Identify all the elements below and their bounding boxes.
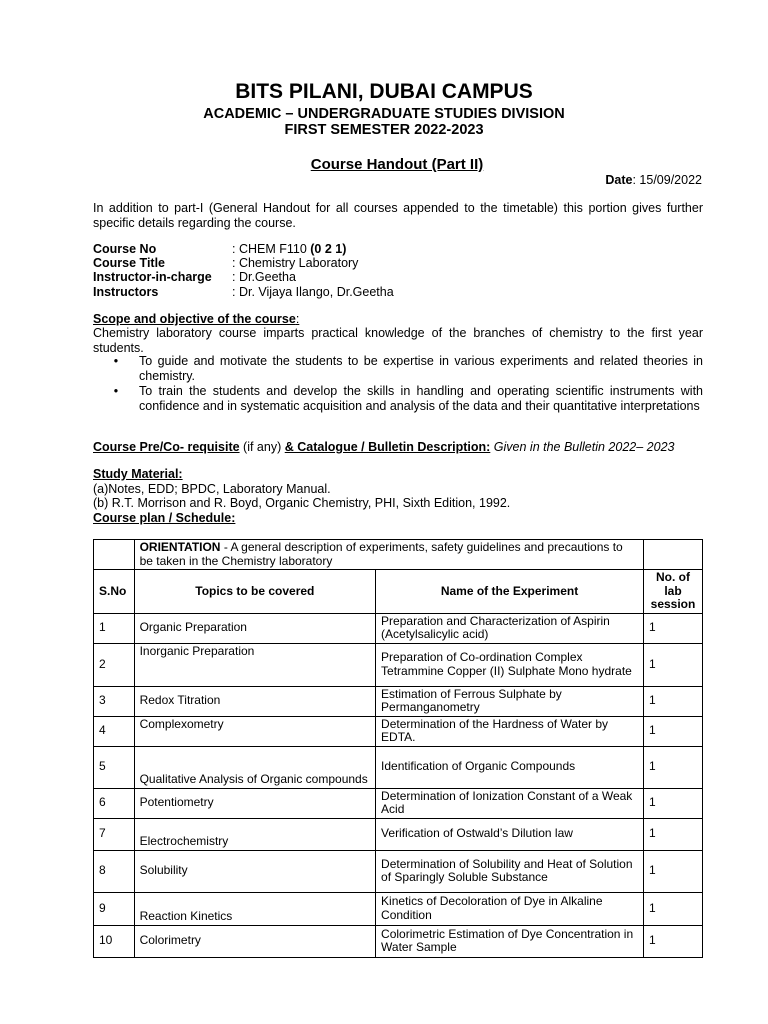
cell-sessions: 1: [643, 716, 702, 746]
cell-experiment: Preparation and Characterization of Aspirin (Acetylsalicylic acid): [376, 613, 644, 643]
table-row: [94, 643, 703, 686]
intro-paragraph: In addition to part-I (General Handout for all courses appended to the timetable) this portion gives further specific details regarding the course.: [93, 201, 703, 230]
course-title-value: : Chemistry Laboratory: [232, 256, 359, 271]
table-row: [94, 746, 703, 788]
table-row: [94, 686, 703, 716]
scope-bullets: [93, 354, 703, 414]
division-title: ACADEMIC – UNDERGRADUATE STUDIES DIVISION: [203, 106, 565, 122]
cell-sno: 5: [94, 746, 135, 788]
column-header-topic: Topics to be covered: [134, 570, 375, 614]
campus-title: BITS PILANI, DUBAI CAMPUS: [235, 80, 533, 103]
cell-sno: 1: [94, 613, 135, 643]
course-no-value: : CHEM F110 (0 2 1): [232, 242, 347, 256]
course-plan-heading: Course plan / Schedule:: [93, 511, 236, 525]
date-line: [605, 173, 702, 187]
bullet-icon: •: [113, 354, 119, 368]
table-cell: [94, 540, 135, 570]
course-info-row: [93, 256, 394, 270]
catalogue-label: & Catalogue / Bulletin Description:: [284, 440, 491, 454]
course-info-row: [93, 270, 394, 284]
bullet-text: To train the students and develop the skills in handling and operating scientific instruments with confidence and in systematic acquisition and analysis of the data and their quantitative interpretations: [139, 384, 703, 413]
cell-sessions: 1: [643, 925, 702, 957]
cell-topic: Colorimetry: [134, 925, 375, 957]
cell-experiment: Determination of Solubility and Heat of Solution of Sparingly Soluble Substance: [376, 850, 644, 892]
cell-sessions: 1: [643, 892, 702, 925]
date-label: Date: [605, 173, 633, 187]
course-info-row: [93, 242, 394, 256]
instructors-value: : Dr. Vijaya Ilango, Dr.Geetha: [232, 284, 394, 299]
bullet-text: To guide and motivate the students to be expertise in various experiments and related theories in chemistry.: [139, 354, 703, 383]
schedule-table: [93, 539, 703, 958]
cell-topic: Organic Preparation: [134, 613, 375, 643]
cell-topic: Solubility: [134, 850, 375, 892]
table-cell: [643, 540, 702, 570]
cell-sno: 3: [94, 686, 135, 716]
date-value: : 15/09/2022: [632, 173, 702, 187]
prereq-label: Course Pre/Co- requisite: [93, 440, 240, 454]
prerequisite-line: [93, 440, 733, 454]
table-row: [94, 788, 703, 818]
semester-title: FIRST SEMESTER 2022-2023: [284, 122, 484, 138]
cell-experiment: Colorimetric Estimation of Dye Concentration in Water Sample: [376, 925, 644, 957]
cell-experiment: Determination of Ionization Constant of a Weak Acid: [376, 788, 644, 818]
cell-sessions: 1: [643, 818, 702, 850]
course-info-row: [93, 285, 394, 299]
cell-sessions: 1: [643, 643, 702, 686]
prereq-value: Given in the Bulletin 2022– 2023: [490, 440, 675, 454]
bullet-icon: •: [113, 384, 119, 398]
table-row: [94, 925, 703, 957]
handout-title: Course Handout (Part II): [310, 156, 484, 173]
instructor-in-charge-value: : Dr.Geetha: [232, 270, 296, 285]
column-header-sno: S.No: [94, 570, 135, 614]
cell-sessions: 1: [643, 746, 702, 788]
cell-topic: Inorganic Preparation: [134, 643, 375, 686]
scope-paragraph: Chemistry laboratory course imparts practical knowledge of the branches of chemistry to the first year students.: [93, 326, 703, 355]
cell-experiment: Preparation of Co-ordination Complex Tetrammine Copper (II) Sulphate Mono hydrate: [376, 643, 644, 686]
cell-experiment: Verification of Ostwald’s Dilution law: [376, 818, 644, 850]
course-title-label: Course Title: [93, 256, 166, 271]
cell-topic: Reaction Kinetics: [134, 892, 375, 925]
cell-topic: Electrochemistry: [134, 818, 375, 850]
cell-sessions: 1: [643, 788, 702, 818]
column-header-sessions: No. of lab session: [643, 570, 702, 614]
cell-sno: 9: [94, 892, 135, 925]
column-header-experiment: Name of the Experiment: [376, 570, 644, 614]
table-row: [94, 613, 703, 643]
cell-experiment: Estimation of Ferrous Sulphate by Permanganometry: [376, 686, 644, 716]
instructor-in-charge-label: Instructor-in-charge: [93, 270, 212, 285]
study-material-heading: Study Material:: [93, 467, 183, 481]
table-row: [94, 716, 703, 746]
cell-sno: 10: [94, 925, 135, 957]
list-item: [93, 354, 703, 383]
table-row: [94, 818, 703, 850]
cell-sessions: 1: [643, 686, 702, 716]
cell-experiment: Determination of the Hardness of Water by EDTA.: [376, 716, 644, 746]
orientation-cell: ORIENTATION - A general description of experiments, safety guidelines and precautions to be taken in the Chemistry laboratory: [134, 540, 643, 570]
table-header-row: [94, 570, 703, 614]
list-item: [93, 384, 703, 413]
cell-sessions: 1: [643, 850, 702, 892]
table-row: [94, 892, 703, 925]
scope-heading: Scope and objective of the course:: [93, 312, 300, 326]
cell-experiment: Identification of Organic Compounds: [376, 746, 644, 788]
cell-topic: Redox Titration: [134, 686, 375, 716]
instructors-label: Instructors: [93, 284, 159, 299]
orientation-row: [94, 540, 703, 570]
course-info: [93, 242, 394, 299]
cell-topic: Qualitative Analysis of Organic compounds: [134, 746, 375, 788]
cell-sno: 6: [94, 788, 135, 818]
course-credits: (0 2 1): [310, 242, 347, 256]
cell-topic: Complexometry: [134, 716, 375, 746]
cell-sno: 7: [94, 818, 135, 850]
cell-sno: 4: [94, 716, 135, 746]
study-material-line: (b) R.T. Morrison and R. Boyd, Organic Chemistry, PHI, Sixth Edition, 1992.: [93, 496, 511, 510]
study-material-line: (a)Notes, EDD; BPDC, Laboratory Manual.: [93, 482, 331, 496]
cell-topic: Potentiometry: [134, 788, 375, 818]
cell-experiment: Kinetics of Decoloration of Dye in Alkaline Condition: [376, 892, 644, 925]
cell-sno: 2: [94, 643, 135, 686]
cell-sessions: 1: [643, 613, 702, 643]
cell-sno: 8: [94, 850, 135, 892]
table-row: [94, 850, 703, 892]
prereq-paren: (if any): [239, 440, 285, 454]
course-no-label: Course No: [93, 242, 157, 256]
